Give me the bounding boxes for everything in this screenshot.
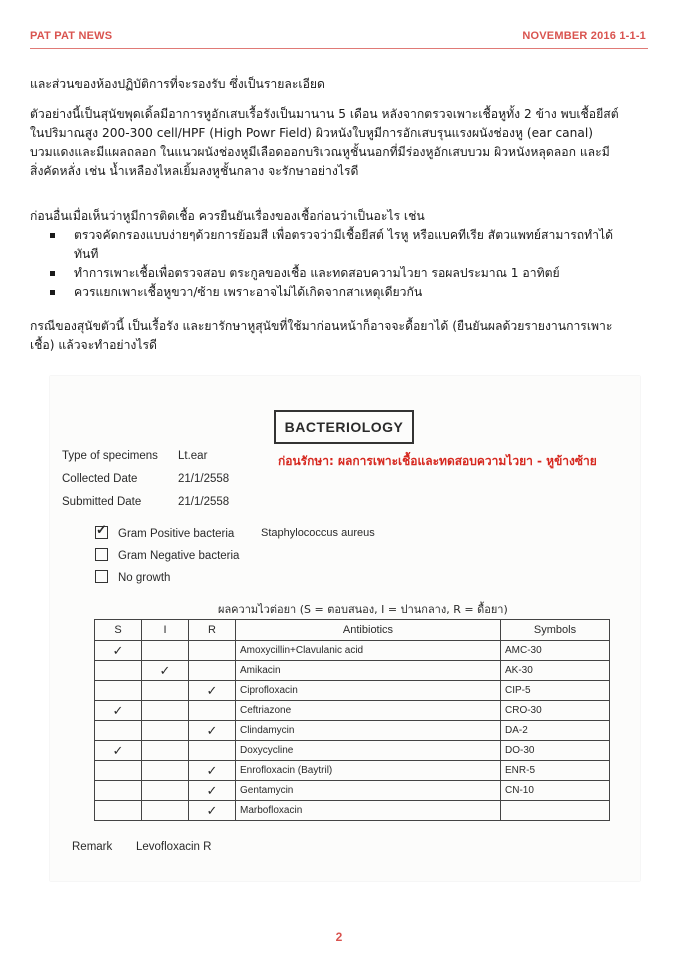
result-r-cell (189, 741, 236, 761)
case-line: ในปริมาณสูง 200-300 cell/HPF (High Powr Field) ผิวหนังใบหูมีการอักเสบรุนแรงผนังช่องหู (ear canal) (30, 126, 593, 140)
result-s-cell (95, 761, 142, 781)
table-row (95, 741, 610, 761)
organism-name: Staphylococcus aureus (261, 527, 375, 539)
result-s-cell (95, 721, 142, 741)
col-symbols: Symbols (501, 620, 610, 641)
intro-text: และส่วนของห้องปฏิบัติการที่จะรองรับ ซึ่งเป็นรายละเอียด (30, 77, 325, 91)
case-line: ตัวอย่างนี้เป็นสุนัขพุดเดิ้ลมีอาการหูอักเสบเรื้อรังเป็นมานาน 5 เดือน หลังจากตรวจเพาะเชื้อหูทั้ง 2 ข้าง พบเชื้อยีสต์ (30, 107, 619, 121)
field-label: Submitted Date (62, 496, 142, 508)
table-row (95, 721, 610, 741)
result-r-cell (189, 701, 236, 721)
result-s-cell (95, 661, 142, 681)
antibiotic-name: Clindamycin (236, 721, 501, 741)
antibiotic-name: Enrofloxacin (Baytril) (236, 761, 501, 781)
antibiotic-name: Ceftriazone (236, 701, 501, 721)
gram-negative-option: Gram Negative bacteria (95, 548, 239, 562)
question-line: เชื้อ) แล้วจะทำอย่างไรดี (30, 338, 157, 352)
table-row (95, 781, 610, 801)
steps-list (30, 226, 650, 302)
result-r-cell (189, 641, 236, 661)
field-label: Type of specimens (62, 450, 158, 462)
bullet-icon (50, 233, 55, 238)
result-r-cell: ✓ (189, 721, 236, 741)
gram-positive-option: ✓ Gram Positive bacteria (96, 522, 235, 540)
list-item: ทำการเพาะเชื้อเพื่อตรวจสอบ ตระกูลของเชื้อ และทดสอบความไวยา รอผลประมาณ 1 อาทิตย์ (74, 264, 650, 283)
bullet-icon (50, 290, 55, 295)
sensitivity-title: ผลความไวต่อยา (S = ตอบสนอง, I = ปานกลาง, R = ดื้อยา) (218, 603, 508, 616)
list-item: ตรวจคัดกรองแบบง่ายๆด้วยการย้อมสี เพื่อตรวจว่ามีเชื้อยีสต์ ไรหู หรือแบคทีเรีย สัตวแพทย์สามารถทำได้ ทันที (74, 226, 650, 264)
result-r-cell (189, 661, 236, 681)
result-r-cell: ✓ (189, 681, 236, 701)
result-s-cell (95, 801, 142, 821)
field-value: 21/1/2558 (178, 473, 230, 485)
antibiotic-symbol: CRO-30 (501, 701, 610, 721)
list-item: ควรแยกเพาะเชื้อหูขวา/ซ้าย เพราะอาจไม่ได้เกิดจากสาเหตุเดียวกัน (74, 283, 650, 302)
report-title: BACTERIOLOGY (274, 410, 414, 444)
field-label: Collected Date (62, 473, 138, 485)
page-number: 2 (335, 930, 343, 944)
steps-intro: ก่อนอื่นเมื่อเห็นว่าหูมีการติดเชื้อ ควรยืนยันเรื่องของเชื้อก่อนว่าเป็นอะไร เช่น (30, 209, 425, 223)
field-value: 21/1/2558 (178, 496, 230, 508)
antibiotic-symbol: DO-30 (501, 741, 610, 761)
result-i-cell (142, 781, 189, 801)
antibiotic-symbol: CIP-5 (501, 681, 610, 701)
antibiotic-name: Gentamycin (236, 781, 501, 801)
field-value: Lt.ear (178, 450, 208, 462)
table-row (95, 661, 610, 681)
result-r-cell: ✓ (189, 801, 236, 821)
bullet-icon (50, 271, 55, 276)
intro-paragraph (30, 75, 650, 94)
antibiotic-symbol: AMC-30 (501, 641, 610, 661)
col-s: S (95, 620, 142, 641)
antibiotic-symbol: DA-2 (501, 721, 610, 741)
checkbox-empty-icon (95, 548, 108, 561)
antibiotic-name: Amoxycillin+Clavulanic acid (236, 641, 501, 661)
steps-section (30, 207, 650, 302)
table-row (95, 801, 610, 821)
table-row (95, 681, 610, 701)
result-i-cell (142, 761, 189, 781)
case-line: สิ่งคัดหลั่ง เช่น น้ำเหลืองไหลเยิ้มลงหูชั้นกลาง จะรักษาอย่างไรดี (30, 164, 359, 178)
antibiotic-name: Doxycycline (236, 741, 501, 761)
result-i-cell (142, 801, 189, 821)
result-i-cell: ✓ (142, 661, 189, 681)
issue-date: NOVEMBER 2016 1-1-1 (522, 30, 646, 42)
col-antibiotics: Antibiotics (236, 620, 501, 641)
case-line: บวมแดงและมีแผลถลอก ในแนวผนังช่องหูมีเลือดออกบริเวณหูชั้นนอกที่มีร่องหูอักเสบบวม ผิวหนังหลุดลอก และมี (30, 145, 610, 159)
antibiotic-symbol (501, 801, 610, 821)
table-header-row (95, 620, 610, 641)
checkbox-empty-icon (95, 570, 108, 583)
result-i-cell (142, 741, 189, 761)
result-s-cell (95, 781, 142, 801)
bacteriology-report-image (50, 376, 640, 881)
result-s-cell: ✓ (95, 641, 142, 661)
col-i: I (142, 620, 189, 641)
table-row (95, 701, 610, 721)
remark-value: Levofloxacin R (136, 841, 212, 853)
col-r: R (189, 620, 236, 641)
result-s-cell (95, 681, 142, 701)
newsletter-name: PAT PAT NEWS (30, 30, 113, 42)
antibiotic-table (94, 619, 610, 821)
result-s-cell: ✓ (95, 741, 142, 761)
result-i-cell (142, 681, 189, 701)
antibiotic-symbol: AK-30 (501, 661, 610, 681)
antibiotic-symbol: ENR-5 (501, 761, 610, 781)
question-line: กรณีของสุนัขตัวนี้ เป็นเรื้อรัง และยารักษาหูสุนัขที่ใช้มาก่อนหน้าก็อาจจะดื้อยาได้ (ยืนยันผลด้วยรายงานการเพาะ (30, 319, 613, 333)
checkbox-checked-icon: ✓ (96, 522, 107, 537)
result-r-cell: ✓ (189, 781, 236, 801)
antibiotic-name: Marbofloxacin (236, 801, 501, 821)
result-i-cell (142, 721, 189, 741)
table-row (95, 641, 610, 661)
result-r-cell: ✓ (189, 761, 236, 781)
result-s-cell: ✓ (95, 701, 142, 721)
result-i-cell (142, 701, 189, 721)
pre-treatment-note: ก่อนรักษา: ผลการเพาะเชื้อและทดสอบความไวยา - หูข้างซ้าย (278, 454, 597, 468)
antibiotic-symbol: CN-10 (501, 781, 610, 801)
case-paragraph (30, 105, 650, 181)
remark-label: Remark (72, 841, 113, 853)
no-growth-option: No growth (95, 570, 170, 584)
header-divider (30, 48, 648, 49)
antibiotic-name: Ciprofloxacin (236, 681, 501, 701)
result-i-cell (142, 641, 189, 661)
antibiotic-name: Amikacin (236, 661, 501, 681)
table-row (95, 761, 610, 781)
question-paragraph (30, 317, 650, 355)
